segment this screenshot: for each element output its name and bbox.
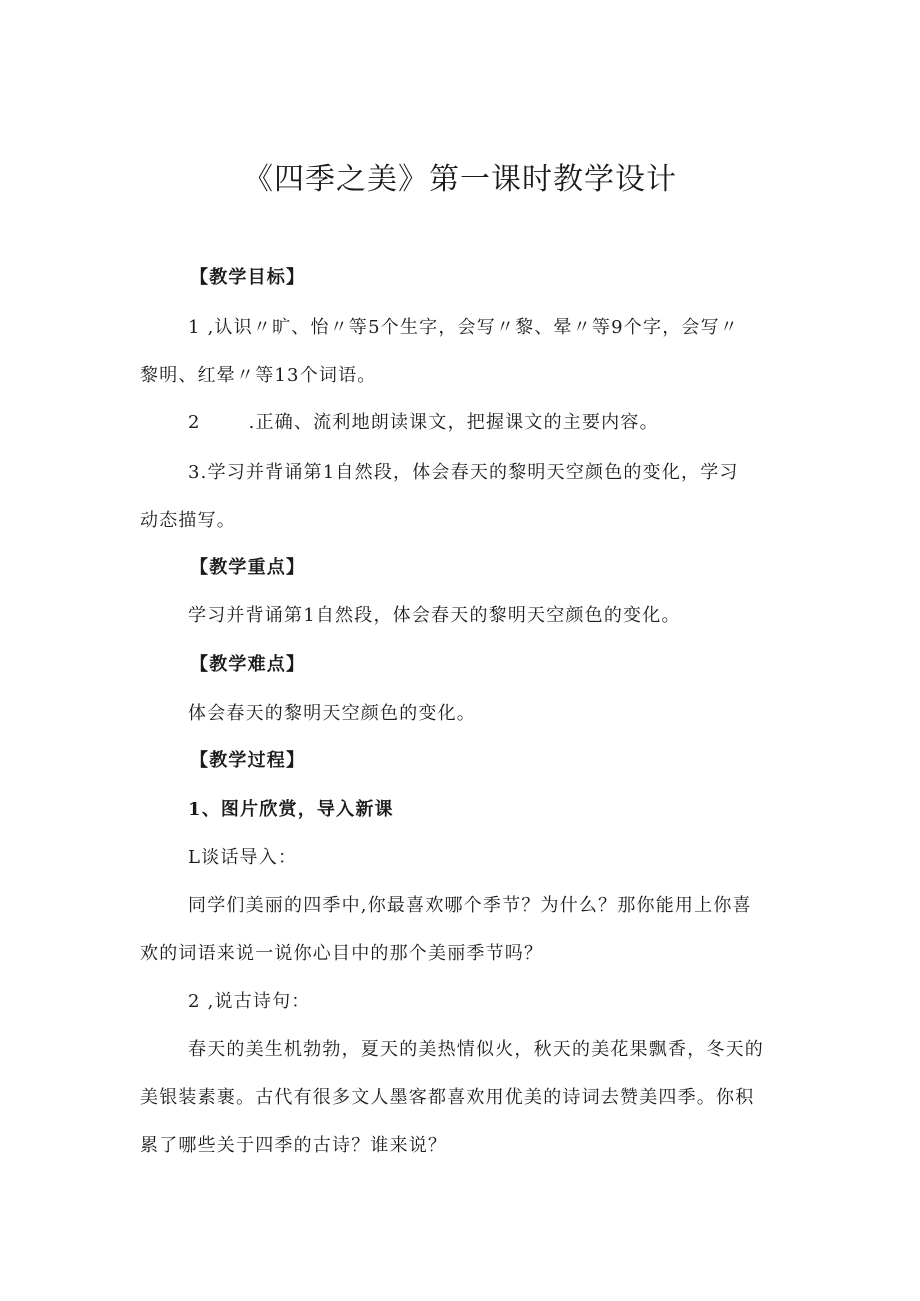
step-2-line-2: 美银装素裹。古代有很多文人墨客都喜欢用优美的诗词去赞美四季。你积 xyxy=(140,1087,755,1108)
objective-2 xyxy=(188,411,659,435)
step-1-line-1: 同学们美丽的四季中,你最喜欢哪个季节？为什么？那你能用上你喜 xyxy=(188,895,752,916)
objective-1-line-2: 黎明、红晕〃等13个词语。 xyxy=(140,365,377,386)
difficult-points-heading: 【教学难点】 xyxy=(190,654,306,675)
step-1-label: L谈话导入： xyxy=(188,847,298,868)
objective-3-line-1: 3.学习并背诵第1自然段，体会春天的黎明天空颜色的变化，学习 xyxy=(188,462,739,483)
step-2-line-3: 累了哪些关于四季的古诗？谁来说？ xyxy=(140,1135,448,1156)
objective-2-text: .正确、流利地朗读课文，把握课文的主要内容。 xyxy=(248,412,659,433)
key-points-text: 学习并背诵第1自然段，体会春天的黎明天空颜色的变化。 xyxy=(188,605,681,626)
objectives-heading: 【教学目标】 xyxy=(190,267,306,288)
difficult-points-text: 体会春天的黎明天空颜色的变化。 xyxy=(188,703,476,724)
key-points-heading: 【教学重点】 xyxy=(190,557,306,578)
objective-3-line-2: 动态描写。 xyxy=(140,510,236,531)
objective-1-line-1: 1 ,认识〃旷、怡〃等5个生字，会写〃黎、晕〃等9个字，会写〃 xyxy=(188,317,739,338)
document-title: 《四季之美》第一课时教学设计 xyxy=(243,162,677,197)
section-1-title: 1、图片欣赏，导入新课 xyxy=(188,799,394,820)
step-2-label: 2 ,说古诗句： xyxy=(188,991,311,1012)
objective-2-number: 2 xyxy=(188,412,201,433)
step-1-line-2: 欢的词语来说一说你心目中的那个美丽季节吗？ xyxy=(140,943,544,964)
step-2-line-1: 春天的美生机勃勃，夏天的美热情似火，秋天的美花果飘香，冬天的 xyxy=(188,1039,764,1060)
process-heading: 【教学过程】 xyxy=(190,750,306,771)
